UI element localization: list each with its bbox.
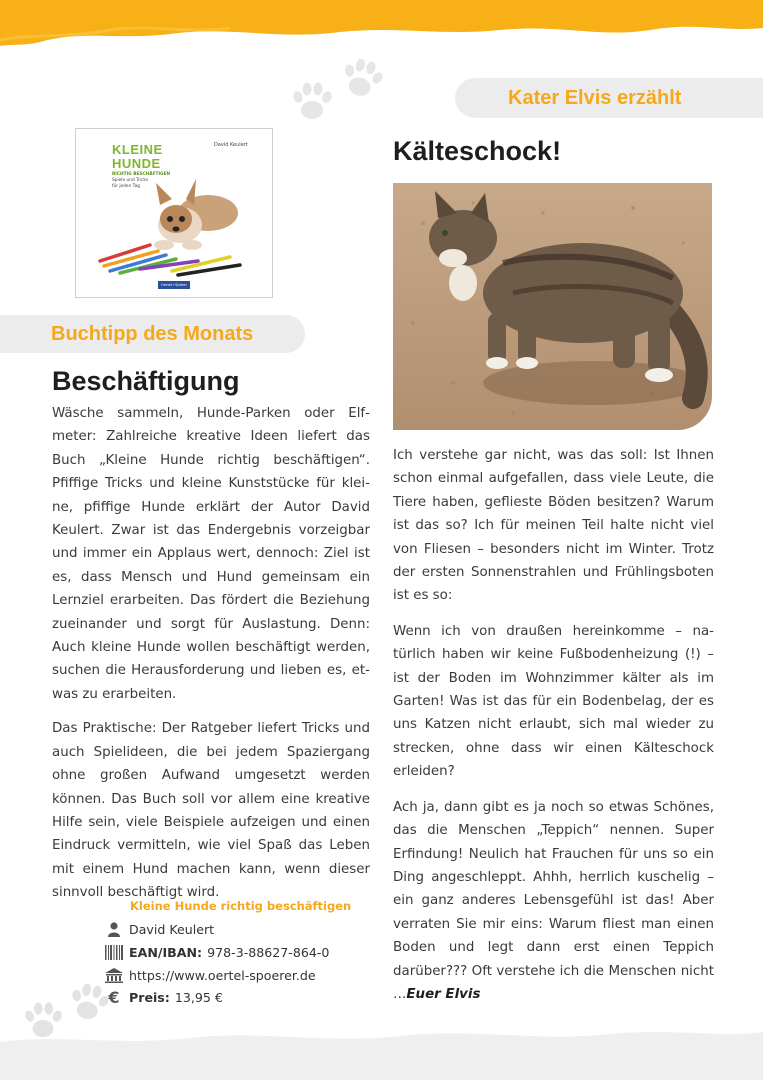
book-cover-publisher: Oertel+Spörer	[161, 283, 187, 287]
book-cover-subtitle-line1: RICHTIG BESCHÄFTIGEN	[112, 172, 171, 177]
building-icon	[104, 966, 124, 984]
section-label-kater-elvis: Kater Elvis erzählt	[508, 87, 682, 109]
section-label-buchtipp: Buchtipp des Monats	[51, 323, 254, 345]
book-info-price-label: Preis:	[129, 989, 170, 1005]
book-cover-subtitle-line3: für jeden Tag	[112, 184, 140, 189]
person-icon	[104, 920, 124, 938]
paw-icon	[22, 998, 64, 1042]
article-headline-beschaeftigung: Beschäftigung	[52, 366, 240, 396]
barcode-icon	[104, 943, 124, 961]
book-cover-title-line2: HUNDE	[112, 156, 161, 171]
kater-elvis-paragraph-3	[393, 796, 714, 1007]
book-info-author: David Keulert	[129, 921, 215, 937]
book-info-ean-row	[104, 941, 384, 963]
book-tip-body	[52, 402, 370, 916]
book-info-url[interactable]: https://www.oertel-spoerer.de	[129, 967, 316, 983]
book-tip-paragraph-1: Wäsche sammeln, Hunde-Parken oder Elfmeter: Zahlreiche kreative Ideen liefert das Buch „Kleine Hunde richtig beschäftigen“. Pfiffige Tricks und kleine Kunststücke für kleine, pfiffige Hunde erklärt der Autor David Keulert. Zwar ist das Endergebnis vorzeigbar und immer ein Applaus wert, dennoch: Ziel ist es, dass Mensch und Hund gemeinsam ein Lernziel erarbeiten. Das fördert die Beziehung zueinander und sorgt für Auslastung. Denn: Auch kleine Hunde wollen beschäftigt werden, suchen die Herausforderung und lieben es, etwas zu erarbeiten.	[52, 406, 370, 702]
paw-icon	[290, 78, 334, 124]
book-info-price-row	[104, 986, 384, 1008]
bottom-gray-band	[0, 1020, 763, 1080]
book-info-price-value: 13,95 €	[174, 989, 223, 1005]
kater-elvis-signature: Euer Elvis	[406, 986, 481, 1002]
book-info-title: Kleine Hunde richtig beschäftigen	[130, 899, 352, 913]
book-tip-paragraph-2: Das Praktische: Der Ratgeber liefert Tricks und auch Spielideen, die bei jedem Spaziergang ohne großen Aufwand umgesetzt werden können. Das Buch soll vor allem eine kreative Hilfe sein, viele Beispiele aufzeigen und einen Eindruck vermitteln, wie viel Spaß das Leben mit einem Hund machen kann, wenn dieser sinnvoll beschäftigt wird.	[52, 721, 370, 901]
kater-elvis-paragraph-3-text: Ach ja, dann gibt es ja noch so etwas Schönes, das die Menschen „Teppich“ nennen. Super Erfindung! Neulich hat Frauchen für uns so ein Ding angeschleppt. Ahhh, herrlich kuschelig – ein ganz anderes Lebensgefühl ist das! Aber verraten Sie mir eins: Warum fliest man einen Boden und legt dann erst einen Teppich darüber??? Oft verstehe ich die Menschen nicht …	[393, 799, 714, 1002]
euro-icon: €	[108, 987, 120, 1007]
kater-elvis-paragraph-1: Ich verstehe gar nicht, was das soll: Ist Ihnen schon einmal aufgefallen, dass viele Leute, die Tiere haben, geflieste Böden besitzen? Warum ist das so? Ich für meinen Teil halte nicht viel von Fliesen – besonders nicht im Winter. Trotz der ersten Sonnenstrahlen und Frühlingsboten ist es so:	[393, 448, 714, 604]
cat-illustration	[393, 183, 712, 430]
cat-photo	[393, 183, 712, 430]
top-orange-band	[0, 0, 763, 52]
book-cover-image	[75, 128, 273, 298]
book-info-ean-label: EAN/IBAN:	[129, 944, 203, 960]
book-info-author-row	[104, 918, 384, 940]
book-info-url-row	[104, 964, 384, 986]
paw-icon	[340, 55, 384, 101]
book-cover-author: David Keulert	[214, 142, 248, 148]
kater-elvis-body	[393, 444, 714, 1018]
puppy-illustration	[80, 133, 266, 291]
article-headline-kaelteschock: Kälteschock!	[393, 136, 562, 166]
book-cover-subtitle-line2: Spiele und Tricks	[112, 178, 149, 183]
kater-elvis-paragraph-2: Wenn ich von draußen hereinkomme – natürlich haben wir keine Fußbodenheizung (!) – ist der Boden im Wohnzimmer kälter als im Garten! Was ist das für ein Bodenbelag, der es uns Katzen nicht erlaubt, sich mal wieder zu strecken, ohne dass wir einen Kälteschock erleiden?	[393, 623, 714, 780]
book-cover-title-line1: KLEINE	[112, 142, 163, 157]
book-info-ean-value: 978-3-88627-864-0	[207, 944, 330, 960]
